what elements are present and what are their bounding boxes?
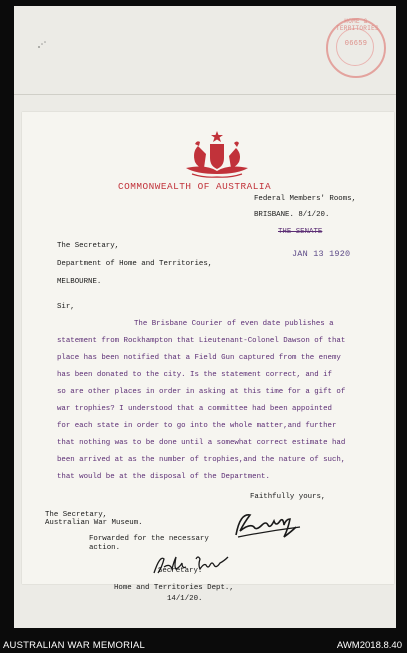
received-date-stamp: JAN 13 1920 [292, 249, 351, 259]
coat-of-arms-emblem [182, 130, 252, 180]
forwarded-line-1: Forwarded for the necessary [89, 535, 209, 543]
place-date-line: BRISBANE. 8/1/20. [254, 211, 330, 219]
body-line: has been donated to the city. Is the statement correct, and if [57, 371, 332, 379]
footer-accession-number: AWM2018.8.40 [336, 640, 402, 651]
addressee-line-2: Department of Home and Territories, [57, 260, 213, 268]
body-line: for each state in order to go into the whole matter,and further [57, 422, 337, 430]
body-line: The Brisbane Courier of even date publishes a [134, 320, 334, 328]
fold-line [14, 94, 396, 95]
letterhead-title: COMMONWEALTH OF AUSTRALIA [118, 181, 272, 192]
addressee-line-3: MELBOURNE. [57, 278, 102, 286]
footer-institution: AUSTRALIAN WAR MEMORIAL [3, 640, 146, 651]
body-line: place has been notified that a Field Gun captured from the enemy [57, 354, 341, 362]
body-line: war trophies? I understood that a committee had been appointed [57, 405, 332, 413]
senate-line: THE SENATE [278, 228, 323, 236]
registry-stamp-text: HOME & TERRITORIES [336, 18, 379, 32]
closing: Faithfully yours, [250, 493, 326, 501]
body-line: that would be at the disposal of the Department. [57, 473, 270, 481]
body-line: statement from Rockhampton that Lieutenant-Colonel Dawson of that [57, 337, 346, 345]
rooms-line: Federal Members' Rooms, [254, 195, 357, 203]
minute-recipient-2: Australian War Museum. [45, 519, 143, 527]
salutation: Sir, [57, 303, 75, 311]
secretary-title: Secretary. [158, 567, 203, 575]
body-line: been arrived at as the number of trophies,and the nature of such, [57, 456, 346, 464]
pin-hole-mark [36, 40, 48, 50]
addressee-line-1: The Secretary, [57, 242, 120, 250]
minute-recipient-1: The Secretary, [45, 511, 108, 519]
department-line: Home and Territories Dept., [114, 584, 234, 592]
body-line: that nothing was to be done until a somewhat correct estimate had [57, 439, 346, 447]
forwarded-line-2: action. [89, 544, 121, 552]
body-line: so are other places in order in asking at this time for a gift of [57, 388, 346, 396]
member-signature [232, 507, 307, 542]
registry-stamp-number: 06659 [344, 40, 368, 48]
minute-date: 14/1/20. [167, 595, 203, 603]
registry-stamp [326, 18, 386, 78]
